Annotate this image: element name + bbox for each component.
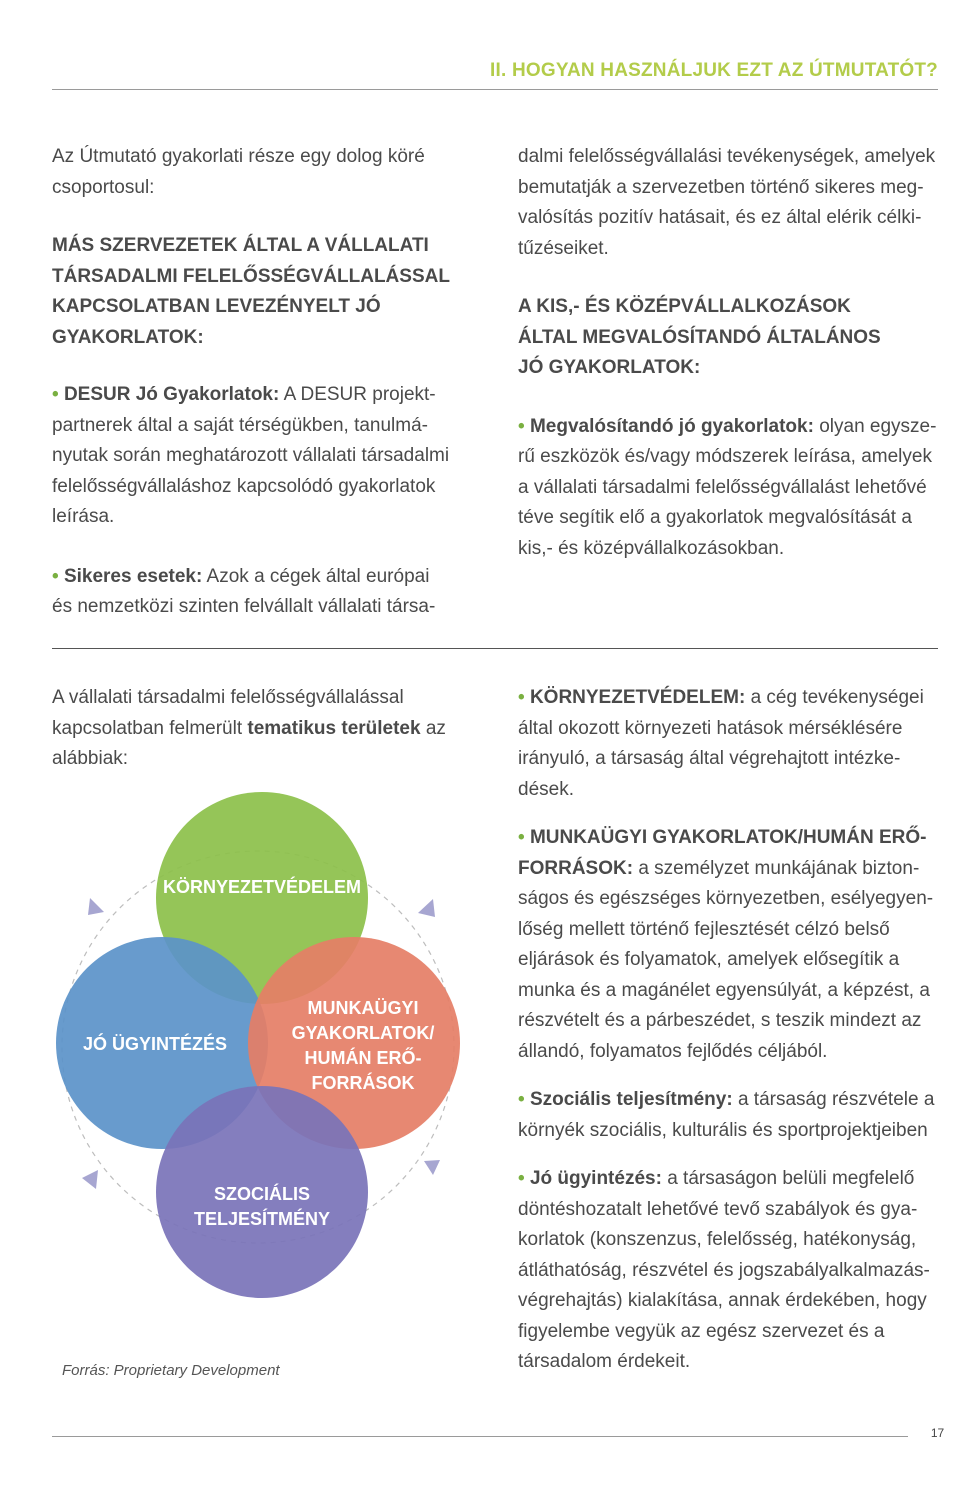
heading-line: JÓ GYAKORLATOK: <box>518 357 701 378</box>
heading-line: KAPCSOLATBAN LEVEZÉNYELT JÓ GYAKORLATOK: <box>52 296 381 348</box>
heading-line: ÁLTAL MEGVALÓSÍTANDÓ ÁLTALÁNOS <box>518 326 881 348</box>
arrow-bottom-right <box>424 1160 440 1175</box>
continuation-text: dalmi felelősségvállalási tevékenységek, amelyek bemutatják a szervezetben történő sikeres megvalósítás pozitív hatásait, és ez által elérik célkitűzéseiket. <box>518 146 936 259</box>
arrow-bottom-left <box>82 1170 98 1189</box>
bullet-text: A DESUR projektpartnerek által a saját térségükben, tanulmányutak során meghatározott vállalati társadalmi felelősségvállaláshoz kapcsolódó gyakorlatok leírása. <box>52 384 450 527</box>
bullet-desur <box>52 380 452 533</box>
bullet-marker: • <box>52 565 59 587</box>
item-term: MUNKAÜGYI GYAKORLATOK/HUMÁN ERŐFORRÁSOK: <box>518 827 927 879</box>
item-text: a cég tevékenységei által okozott környezeti hatások mérséklésére irányuló, a társaság által végrehajtott intézkedések. <box>518 687 924 800</box>
heading-line: A KIS,- ÉS KÖZÉPVÁLLALKOZÁSOK <box>518 296 851 317</box>
heading-line: TÁRSADALMI FELELŐSSÉGVÁLLALÁSSAL <box>52 265 450 287</box>
item-text: a társaságon belüli megfelelő döntéshozatalt lehetővé tevő szabályok és gyakorlatok (konszenzus, felelősség, hatékonyság, átláthatóság, részvétel és jogszabályalkalmazás-végrehajtás) kialakítása, annak érdekében, hogy figyelembe vegyük az egész szervezet és a társadalom érdekeit. <box>518 1168 930 1372</box>
section-heading-2 <box>518 292 938 384</box>
bullet-marker: • <box>518 415 525 437</box>
footer-divider <box>52 1436 908 1437</box>
item-munkaugyi <box>518 823 938 1067</box>
bullet-marker: • <box>518 687 525 708</box>
bullet-marker: • <box>518 1168 525 1189</box>
label-munkaugyi-1: MUNKAÜGYI <box>307 998 419 1018</box>
intro-pre: A vállalati társadalmi felelősségvállalással kapcsolatban felmerült <box>52 687 404 739</box>
item-szocialis <box>518 1085 938 1146</box>
item-jo-ugyintezes <box>518 1164 938 1378</box>
label-munkaugyi-2: GYAKORLATOK/ <box>291 1023 435 1043</box>
bullet-term: DESUR Jó Gyakorlatok: <box>63 384 280 405</box>
item-term: Jó ügyintézés: <box>529 1168 662 1189</box>
intro-text: Az Útmutató gyakorlati része egy dolog köré csoportosul: <box>52 146 425 198</box>
heading-line: MÁS SZERVEZETEK ÁLTAL A VÁLLALATI <box>52 235 429 256</box>
bullet-marker: • <box>52 384 59 405</box>
thematic-areas-diagram <box>52 785 472 1305</box>
bullet-sikeres <box>52 562 452 623</box>
label-jo-ugyintezes: JÓ ÜGYINTÉZÉS <box>82 1034 228 1054</box>
label-kornyezetvedelem: KÖRNYEZETVÉDELEM <box>162 877 362 897</box>
bullet-term: Megvalósítandó jó gyakorlatok: <box>529 415 814 437</box>
chapter-header: II. HOGYAN HASZNÁLJUK EZT AZ ÚTMUTATÓT? <box>490 60 938 81</box>
bullet-marker: • <box>518 827 525 848</box>
bullet-text: olyan egyszerű eszközök és/vagy módszerek leírása, amelyek a vállalati társadalmi felelősségvállalást lehetővé téve segítik elő a gyakorlatok megvalósítását a kis,- és középvállalkozásokban. <box>518 415 937 559</box>
section-divider <box>52 648 938 649</box>
item-kornyezetvedelem <box>518 683 938 805</box>
item-term: Szociális teljesítmény: <box>529 1089 733 1110</box>
bullet-marker: • <box>518 1089 525 1110</box>
top-left-column <box>52 142 452 623</box>
section-heading-1 <box>52 231 452 353</box>
label-munkaugyi-3: HUMÁN ERŐ- <box>304 1048 422 1068</box>
intro-bold: tematikus területek <box>247 717 421 739</box>
intro-post: az alábbiak: <box>52 717 446 769</box>
thematic-intro <box>52 683 452 775</box>
bullet-megvalositando <box>518 412 938 565</box>
header-divider <box>52 89 938 90</box>
bullet-text: Azok a cégek által európai és nemzetközi szinten felvállalt vállalati társa- <box>52 565 436 617</box>
item-term: KÖRNYEZETVÉDELEM: <box>529 687 746 708</box>
arrow-top-left <box>88 898 104 915</box>
label-szocialis-2: TELJESÍTMÉNY <box>193 1209 331 1229</box>
label-szocialis-1: SZOCIÁLIS <box>213 1184 311 1204</box>
source-caption: Forrás: Proprietary Development <box>62 1362 280 1379</box>
bottom-right-column <box>518 683 938 1378</box>
item-text: a társaság részvétele a környék szociális, kulturális és sportprojektjeiben <box>518 1089 935 1141</box>
bullet-term: Sikeres esetek: <box>63 565 203 587</box>
label-munkaugyi-4: FORRÁSOK <box>311 1073 415 1093</box>
top-right-column <box>518 142 938 564</box>
arrow-top-right <box>418 899 435 917</box>
item-text: a személyzet munkájának biztonságos és egészséges környezetben, esélyegyenlőség mellett történő fejlesztését célzó belső eljárások és folyamatok, amelyek elősegítik a munka és a magánélet egyensúlyát, a képzést, a részvételt és a párbeszédet, s teszik mindezt az állandó, folyamatos fejlődés céljából. <box>518 857 934 1062</box>
page-number: 17 <box>930 1426 945 1440</box>
